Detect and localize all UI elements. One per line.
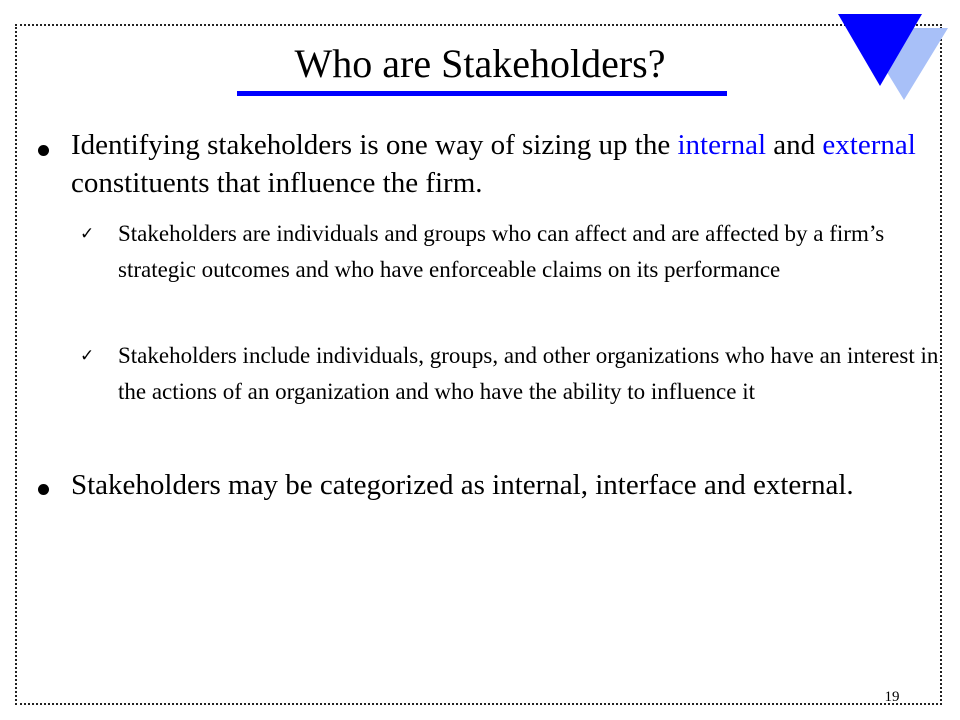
check-mark-icon: ✓ bbox=[80, 346, 95, 365]
bullet-1-text bbox=[71, 126, 937, 202]
bullet-dot-icon bbox=[38, 484, 49, 495]
page-number: 19 bbox=[884, 689, 900, 705]
sub-bullet-2: Stakeholders include individuals, groups, and other organizations who have an interest in the actions of an organization and who have the ability to influence it bbox=[118, 343, 939, 404]
bullet-1-part-c: constituents that influence the firm. bbox=[71, 167, 483, 199]
slide-title: Who are Stakeholders? bbox=[294, 41, 666, 86]
title-underline bbox=[237, 91, 727, 96]
bullet-1-part-b: and bbox=[766, 129, 823, 161]
keyword-internal: internal bbox=[677, 129, 767, 161]
keyword-external: external bbox=[822, 129, 916, 161]
check-mark-icon: ✓ bbox=[80, 224, 95, 243]
sub-bullet-1: Stakeholders are individuals and groups who can affect and are affected by a firm’s strategic outcomes and who have enforceable claims on its performance bbox=[118, 221, 885, 282]
triangle-logo-icon bbox=[838, 14, 950, 102]
bullet-1-part-a: Identifying stakeholders is one way of sizing up the bbox=[71, 129, 678, 161]
bullet-dot-icon bbox=[38, 145, 49, 156]
bullet-2-text: Stakeholders may be categorized as internal, interface and external. bbox=[71, 469, 854, 501]
